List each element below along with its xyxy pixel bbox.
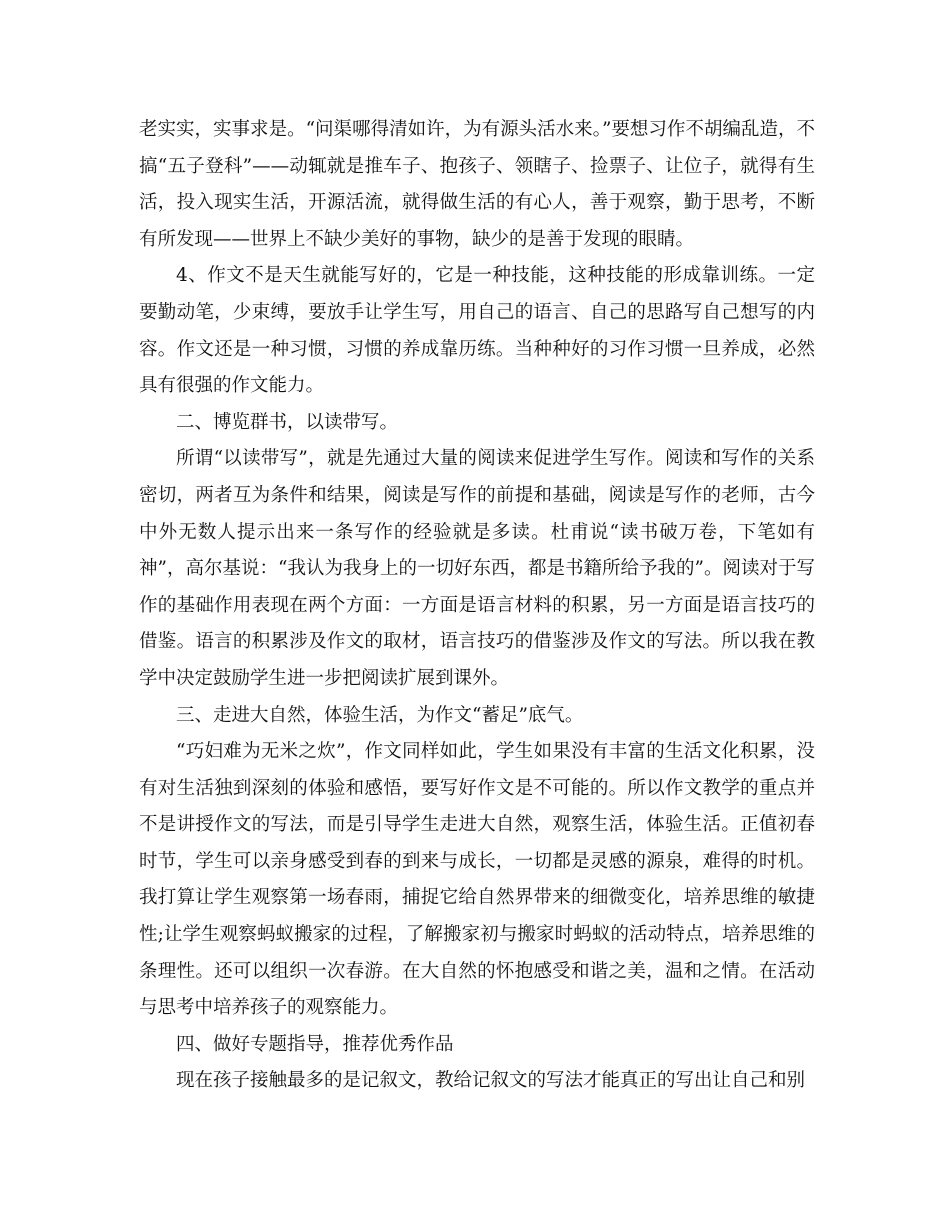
paragraph-continuation: 老实实，实事求是。“问渠哪得清如许，为有源头活水来。”要想习作不胡编乱造，不搞“五子登科”——动辄就是推车子、抱孩子、领瞎子、捡票子、让位子，就得有生活，投入现实生活，开源活流，就得做生活的有心人，善于观察，勤于思考，不断有所发现——世界上不缺少美好的事物，缺少的是善于发现的眼睛。 [139, 119, 815, 250]
paragraph-nature-experience: “巧妇难为无米之炊”，作文同样如此，学生如果没有丰富的生活文化积累，没有对生活独到深刻的体验和感悟，要写好作文是不可能的。所以作文教学的重点并不是讲授作文的写法，而是引导学生走进大自然，观察生活，体验生活。正值初春时节，学生可以亲身感受到春的到来与成长，一切都是灵感的源泉，难得的时机。我打算让学生观察第一场春雨，捕捉它给自然界带来的细微变化，培养思维的敏捷性;让学生观察蚂蚁搬家的过程，了解搬家初与搬家时蚂蚁的活动特点，培养思维的条理性。还可以组织一次春游。在大自然的怀抱感受和谐之美，温和之情。在活动与思考中培养孩子的观察能力。 [139, 741, 815, 1019]
paragraph-narrative-writing: 现在孩子接触最多的是记叙文，教给记叙文的写法才能真正的写出让自己和别 [176, 1070, 806, 1092]
section-heading-4: 四、做好专题指导，推荐优秀作品 [176, 1033, 454, 1055]
section-heading-2: 二、博览群书，以读带写。 [176, 411, 399, 433]
paragraph-reading-writing: 所谓“以读带写”，就是先通过大量的阅读来促进学生写作。阅读和写作的关系密切，两者互为条件和结果，阅读是写作的前提和基础，阅读是写作的老师，古今中外无数人提示出来一条写作的经验就是多读。杜甫说“读书破万卷，下笔如有神”，高尔基说：“我认为我身上的一切好东西，都是书籍所给予我的”。阅读对于写作的基础作用表现在两个方面：一方面是语言材料的积累，另一方面是语言技巧的借鉴。语言的积累涉及作文的取材，语言技巧的借鉴涉及作文的写法。所以我在教学中决定鼓励学生进一步把阅读扩展到课外。 [139, 448, 815, 689]
paragraph-point-4: 4、作文不是天生就能写好的，它是一种技能，这种技能的形成靠训练。一定要勤动笔，少束缚，要放手让学生写，用自己的语言、自己的思路写自己想写的内容。作文还是一种习惯，习惯的养成靠历练。当种种好的习作习惯一旦养成，必然具有很强的作文能力。 [139, 265, 815, 397]
section-heading-3: 三、走进大自然，体验生活，为作文“蓄足”底气。 [176, 704, 584, 726]
document-body [139, 112, 815, 1100]
